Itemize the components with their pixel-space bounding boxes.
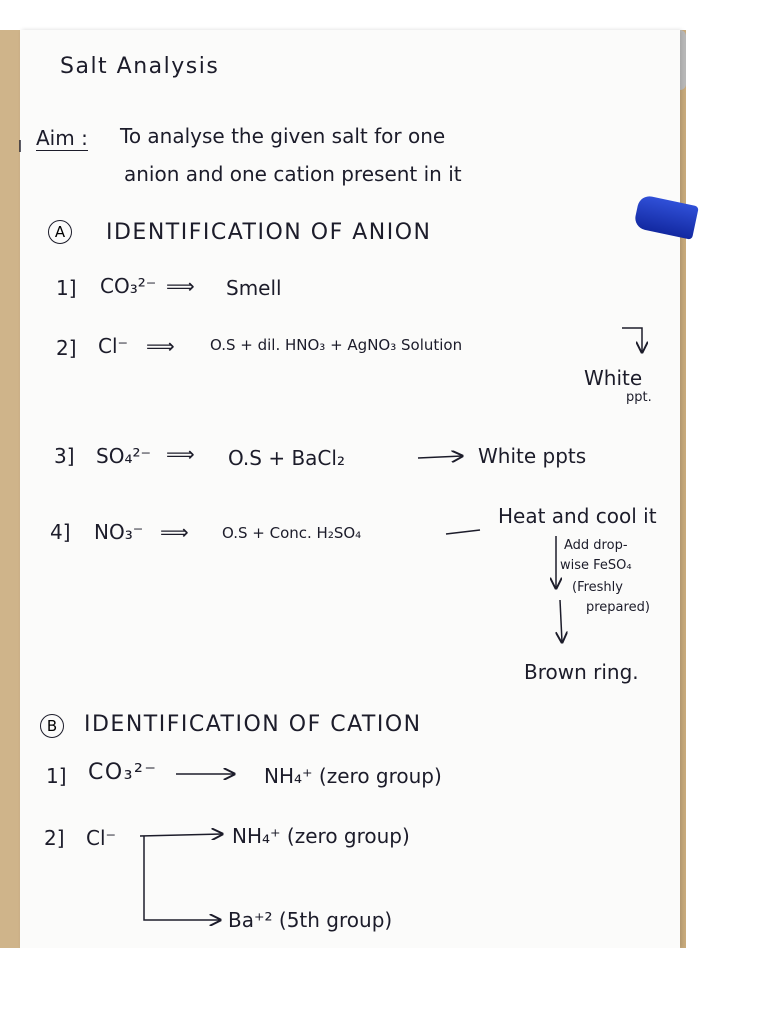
anion-2-ion: Cl⁻: [98, 334, 129, 358]
section-a-heading: IDENTIFICATION OF ANION: [106, 220, 432, 245]
anion-1-number: 1]: [56, 276, 77, 300]
anion-3-arrow: ⟹: [166, 442, 195, 466]
cation-1-ion: CO₃²⁻: [88, 760, 158, 785]
cation-1-number: 1]: [46, 764, 67, 788]
cation-2-result-2: Ba⁺² (5th group): [228, 908, 393, 932]
anion-3-ion: SO₄²⁻: [96, 444, 152, 468]
anion-1-test: Smell: [226, 276, 282, 300]
anion-2-number: 2]: [56, 336, 77, 360]
anion-2-result: White: [584, 366, 643, 390]
anion-3-number: 3]: [54, 444, 75, 468]
anion-4-number: 4]: [50, 520, 71, 544]
aim-label: Aim :: [36, 126, 88, 150]
aim-line-2: anion and one cation present in it: [124, 162, 462, 186]
anion-4-final: Brown ring.: [524, 660, 639, 684]
section-b-heading: IDENTIFICATION OF CATION: [84, 712, 422, 737]
anion-3-result: White ppts: [478, 444, 587, 468]
cation-2-ion: Cl⁻: [86, 826, 117, 850]
anion-1-arrow: ⟹: [166, 274, 195, 298]
cation-2-number: 2]: [44, 826, 65, 850]
aim-line-1: To analyse the given salt for one: [120, 124, 446, 148]
anion-4-ion: NO₃⁻: [94, 520, 144, 544]
section-a-marker: A: [48, 220, 72, 244]
anion-4-step-2: wise FeSO₄: [560, 558, 632, 573]
anion-2-arrow: ⟹: [146, 334, 175, 358]
page-title: Salt Analysis: [60, 54, 220, 79]
anion-4-arrow: ⟹: [160, 520, 189, 544]
anion-4-step-1: Add drop-: [564, 538, 628, 553]
anion-4-test: O.S + Conc. H₂SO₄: [222, 524, 362, 542]
anion-4-result: Heat and cool it: [498, 504, 657, 528]
anion-4-step-3: (Freshly: [572, 580, 623, 595]
cation-1-result: NH₄⁺ (zero group): [264, 764, 442, 788]
anion-3-test: O.S + BaCl₂: [228, 446, 345, 470]
anion-2-test: O.S + dil. HNO₃ + AgNO₃ Solution: [210, 336, 463, 354]
anion-4-step-4: prepared): [586, 600, 650, 615]
anion-1-ion: CO₃²⁻: [100, 274, 157, 298]
anion-2-result-ppt: ppt.: [626, 390, 652, 405]
section-b-marker: B: [40, 714, 64, 738]
cation-2-result-1: NH₄⁺ (zero group): [232, 824, 410, 848]
